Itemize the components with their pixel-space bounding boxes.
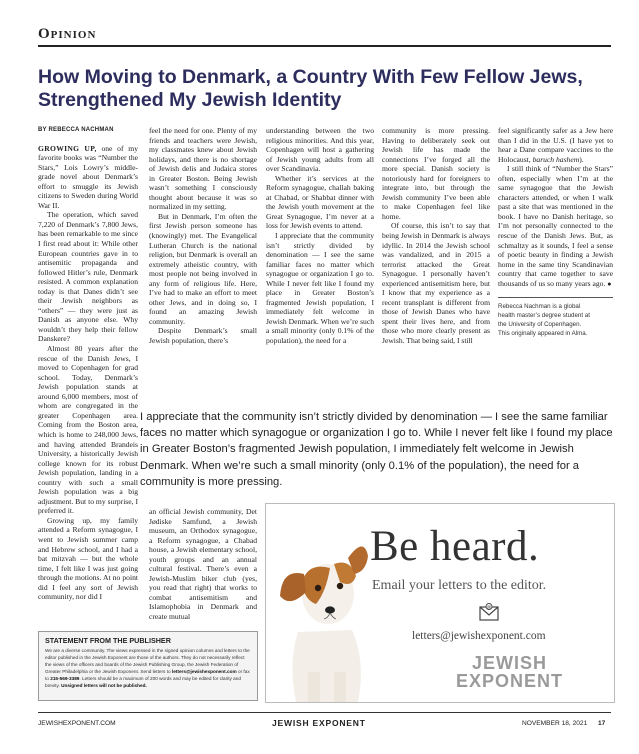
footer-rule [38, 712, 611, 713]
col5-p1-italic: baruch hashem [532, 154, 580, 164]
col3-paragraph-1: understanding between the two religious minorities. And this year, Copenhagen will host a gathering of Jewish young adults from all over Scandinavia. [266, 126, 374, 174]
envelope-at-icon [478, 602, 500, 624]
footer-publication: JEWISH EXPONENT [272, 718, 366, 728]
author-bio [498, 302, 613, 338]
col4-paragraph-1: community is more pressing. Having to deliberately seek out Jewish life has made the connections I’ve forged all the more special. Danish society is notoriously hard for foreigners to integrate into, but through the Jewish community I’ve been able to make Copenhagen feel like home. [382, 126, 490, 221]
col5-paragraph-2 [498, 164, 613, 289]
article-headline: How Moving to Denmark, a Country With Few Fellow Jews, Strengthened My Jewish Identity [38, 66, 583, 111]
column-2 [149, 126, 257, 346]
col1-paragraph-3: Almost 80 years after the rescue of the Danish Jews, I moved to Copenhagen for grad school. Today, Denmark’s Jewish population stands at around 6,000 members, most of whom are congregated in the greater Copenhagen area. Coming from the Boston area, which is home to 248,000 Jews, and having attended Brandeis University, a historically Jewish college known for its robust Jewish population, landing in a country with such a small Jewish population was a big adjustment. But to my surprise, I preferred it. [38, 344, 138, 516]
col3-paragraph-3: I appreciate that the community isn’t strictly divided by denomination — I see the same familiar faces no matter which synagogue or organization I go to. While I never felt like I found my place in Greater Boston’s fragmented Jewish population, I immediately felt welcome in Jewish Denmark. When we’re such a small minority (only 0.1% of the population), the need for a [266, 231, 374, 346]
footer-date: NOVEMBER 18, 2021 [522, 720, 588, 727]
byline: BY REBECCA NACHMAN [38, 127, 114, 133]
publisher-body [45, 647, 251, 689]
logo-line-2: EXPONENT [456, 671, 564, 691]
col5-p1-text: feel significantly safer as a Jew here than I did in the U.S. (I have yet to hear a Dane compare vaccines to the Holocaust, [498, 126, 613, 164]
col2-paragraph-4: an official Jewish community, Det Jødiske Samfund, a Jewish museum, an Orthodox synagogue, a Reform synagogue, a Chabad house, a Jewish elementary school, youth groups and an annual cultural festival. There’s even a Jewish-Muslim biker club (yes, you read that right) that works to combat antisemitism and Islamophobia in Denmark and create mutual [149, 507, 257, 622]
col2-paragraph-3: Despite Denmark’s small Jewish population, there’s [149, 326, 257, 346]
bio-line-3: the University of Copenhagen. [498, 321, 582, 329]
lead-in: GROWING UP, [38, 143, 97, 153]
publisher-title: STATEMENT FROM THE PUBLISHER [45, 636, 171, 645]
pub-email[interactable]: letters@jewishexponent.com [171, 669, 237, 674]
letters-ad [265, 503, 615, 703]
col1-paragraph-4: Growing up, my family attended a Reform synagogue, I went to Jewish summer camp and Hebrew school, and I had a bat mitzvah — but the whole time, I felt like I was just going through the motions. At no point did I feel any sort of Jewish community, nor did I [38, 515, 138, 602]
col5-paragraph-1 [498, 126, 613, 164]
end-mark: ● [607, 279, 612, 288]
col5-p1-end: ). [579, 154, 584, 164]
jewish-exponent-logo [456, 654, 563, 690]
bio-line-2: health master’s degree student at [498, 312, 590, 320]
col1-p1-text: one of my favorite books was “Number the Stars,” Lois Lowry’s middle-grade novel about Denmark’s effort to smuggle its Jewish citizens to Sweden during World War II. [38, 143, 138, 210]
publisher-statement [38, 631, 258, 701]
pub-text-2: or fax to [45, 669, 250, 681]
bio-line-1: Rebecca Nachman is a global [498, 303, 581, 311]
ad-heading: Be heard. [370, 523, 540, 570]
column-4 [382, 126, 490, 346]
col1-paragraph-2: The operation, which saved 7,220 of Denmark’s 7,800 Jews, has been remarkable to me since I first read about it: While other European countries gave in to antisemitic propaganda and followed Hitler’s rule, Denmark resisted. A common explanation today is that Danes didn’t see their Jewish neighbors as “others” — they were just as Danish as anyone else. Why wouldn’t they help their fellow Danskere? [38, 210, 138, 344]
bio-divider [498, 297, 613, 298]
section-heading: Opinion [38, 26, 97, 42]
logo-line-1: JEWISH [472, 653, 548, 673]
section-rule [38, 45, 611, 47]
pull-quote: I appreciate that the community isn’t strictly divided by denomination — I see the same familiar faces no matter which synagogue or organization I go to. While I never felt like I found my place in Greater Boston’s fragmented Jewish population, I immediately felt welcome in Jewish Denmark. When we’re such a small minority (only 0.1% of the population), the need for a community is more pressing. [140, 411, 613, 488]
col4-paragraph-2: Of course, this isn’t to say that being Jewish in Denmark is always idyllic. In 2014 the Jewish school was vandalized, and in 2015 a terrorist attacked the Great Synagogue. I personally haven’t experienced antisemitism here, but I know that my experience as a recent transplant is different from those of Jewish Danes who have spent their lives here, and from those who more clearly present as Jewish. That being said, I still [382, 221, 490, 346]
pub-text-1: We are a diverse community. The views expressed in the signed opinion columns and letters to the editor published in the Jewish Exponent are those of the authors. They do not necessarily reflect the views of the officers and boards of the Jewish Publishing Group, the Jewish Federation of Greater Philadelphia or the Jewish Exponent. Send letters to [45, 648, 250, 674]
pub-fax: 215-569-3389 [50, 676, 80, 681]
ad-subheading: Email your letters to the editor. [372, 578, 547, 593]
col2-paragraph-1: feel the need for one. Plenty of my friends and teachers were Jewish, my classmates knew about Jewish holidays, and there is no shortage of Jewish delis and Judaica stores in Greater Boston. Being Jewish wasn’t something I consciously thought about because it was so normalized in my setting. [149, 126, 257, 212]
ad-email-link[interactable]: letters@jewishexponent.com [412, 630, 546, 642]
bio-line-4: This originally appeared in Alma. [498, 330, 588, 338]
col3-paragraph-2: Whether it’s services at the Reform synagogue, challah baking at Chabad, or Shabbat dinner with the Jewish youth movement at the Great Synagogue, I’m never at a loss for Jewish events to attend. [266, 173, 374, 231]
dog-photo [278, 512, 370, 702]
col2-paragraph-2: But in Denmark, I’m often the first Jewish person someone has (knowingly) met. The Evangelical Lutheran Church is the national religion, but Denmark is overall an extremely atheistic country, with most people not being involved in any form of religious life. Here, I’ve had to make an effort to meet other Jews, and in doing so, I found an amazing Jewish community. [149, 211, 257, 326]
col1-paragraph-1 [38, 144, 138, 211]
column-2-lower [149, 507, 257, 622]
column-5 [498, 126, 613, 338]
column-3 [266, 126, 374, 346]
svg-text:@: @ [486, 605, 492, 611]
footer-website[interactable]: JEWISHEXPONENT.COM [38, 720, 116, 727]
col5-p2-text: I still think of “Number the Stars” often, especially when I’m at the same synagogue that the Jewish characters attended, or when I walk past a site that was mentioned in the book. I have no Danish heritage, so I’m not personally connected to the rescue of the Danish Jews. But, as schmaltzy as it sounds, I feel a sense of poetic beauty in finding a Jewish home in the same tiny Scandinavian country that came together to save thousands of us so many years ago. [498, 164, 613, 288]
footer-page-number: 17 [598, 720, 606, 727]
column-1 [38, 126, 138, 602]
pub-bold-end: Unsigned letters will not be published. [61, 683, 147, 688]
pub-text-3: . Letters should be a maximum of 200 words and may be edited for clarity and brevity. [45, 676, 241, 688]
